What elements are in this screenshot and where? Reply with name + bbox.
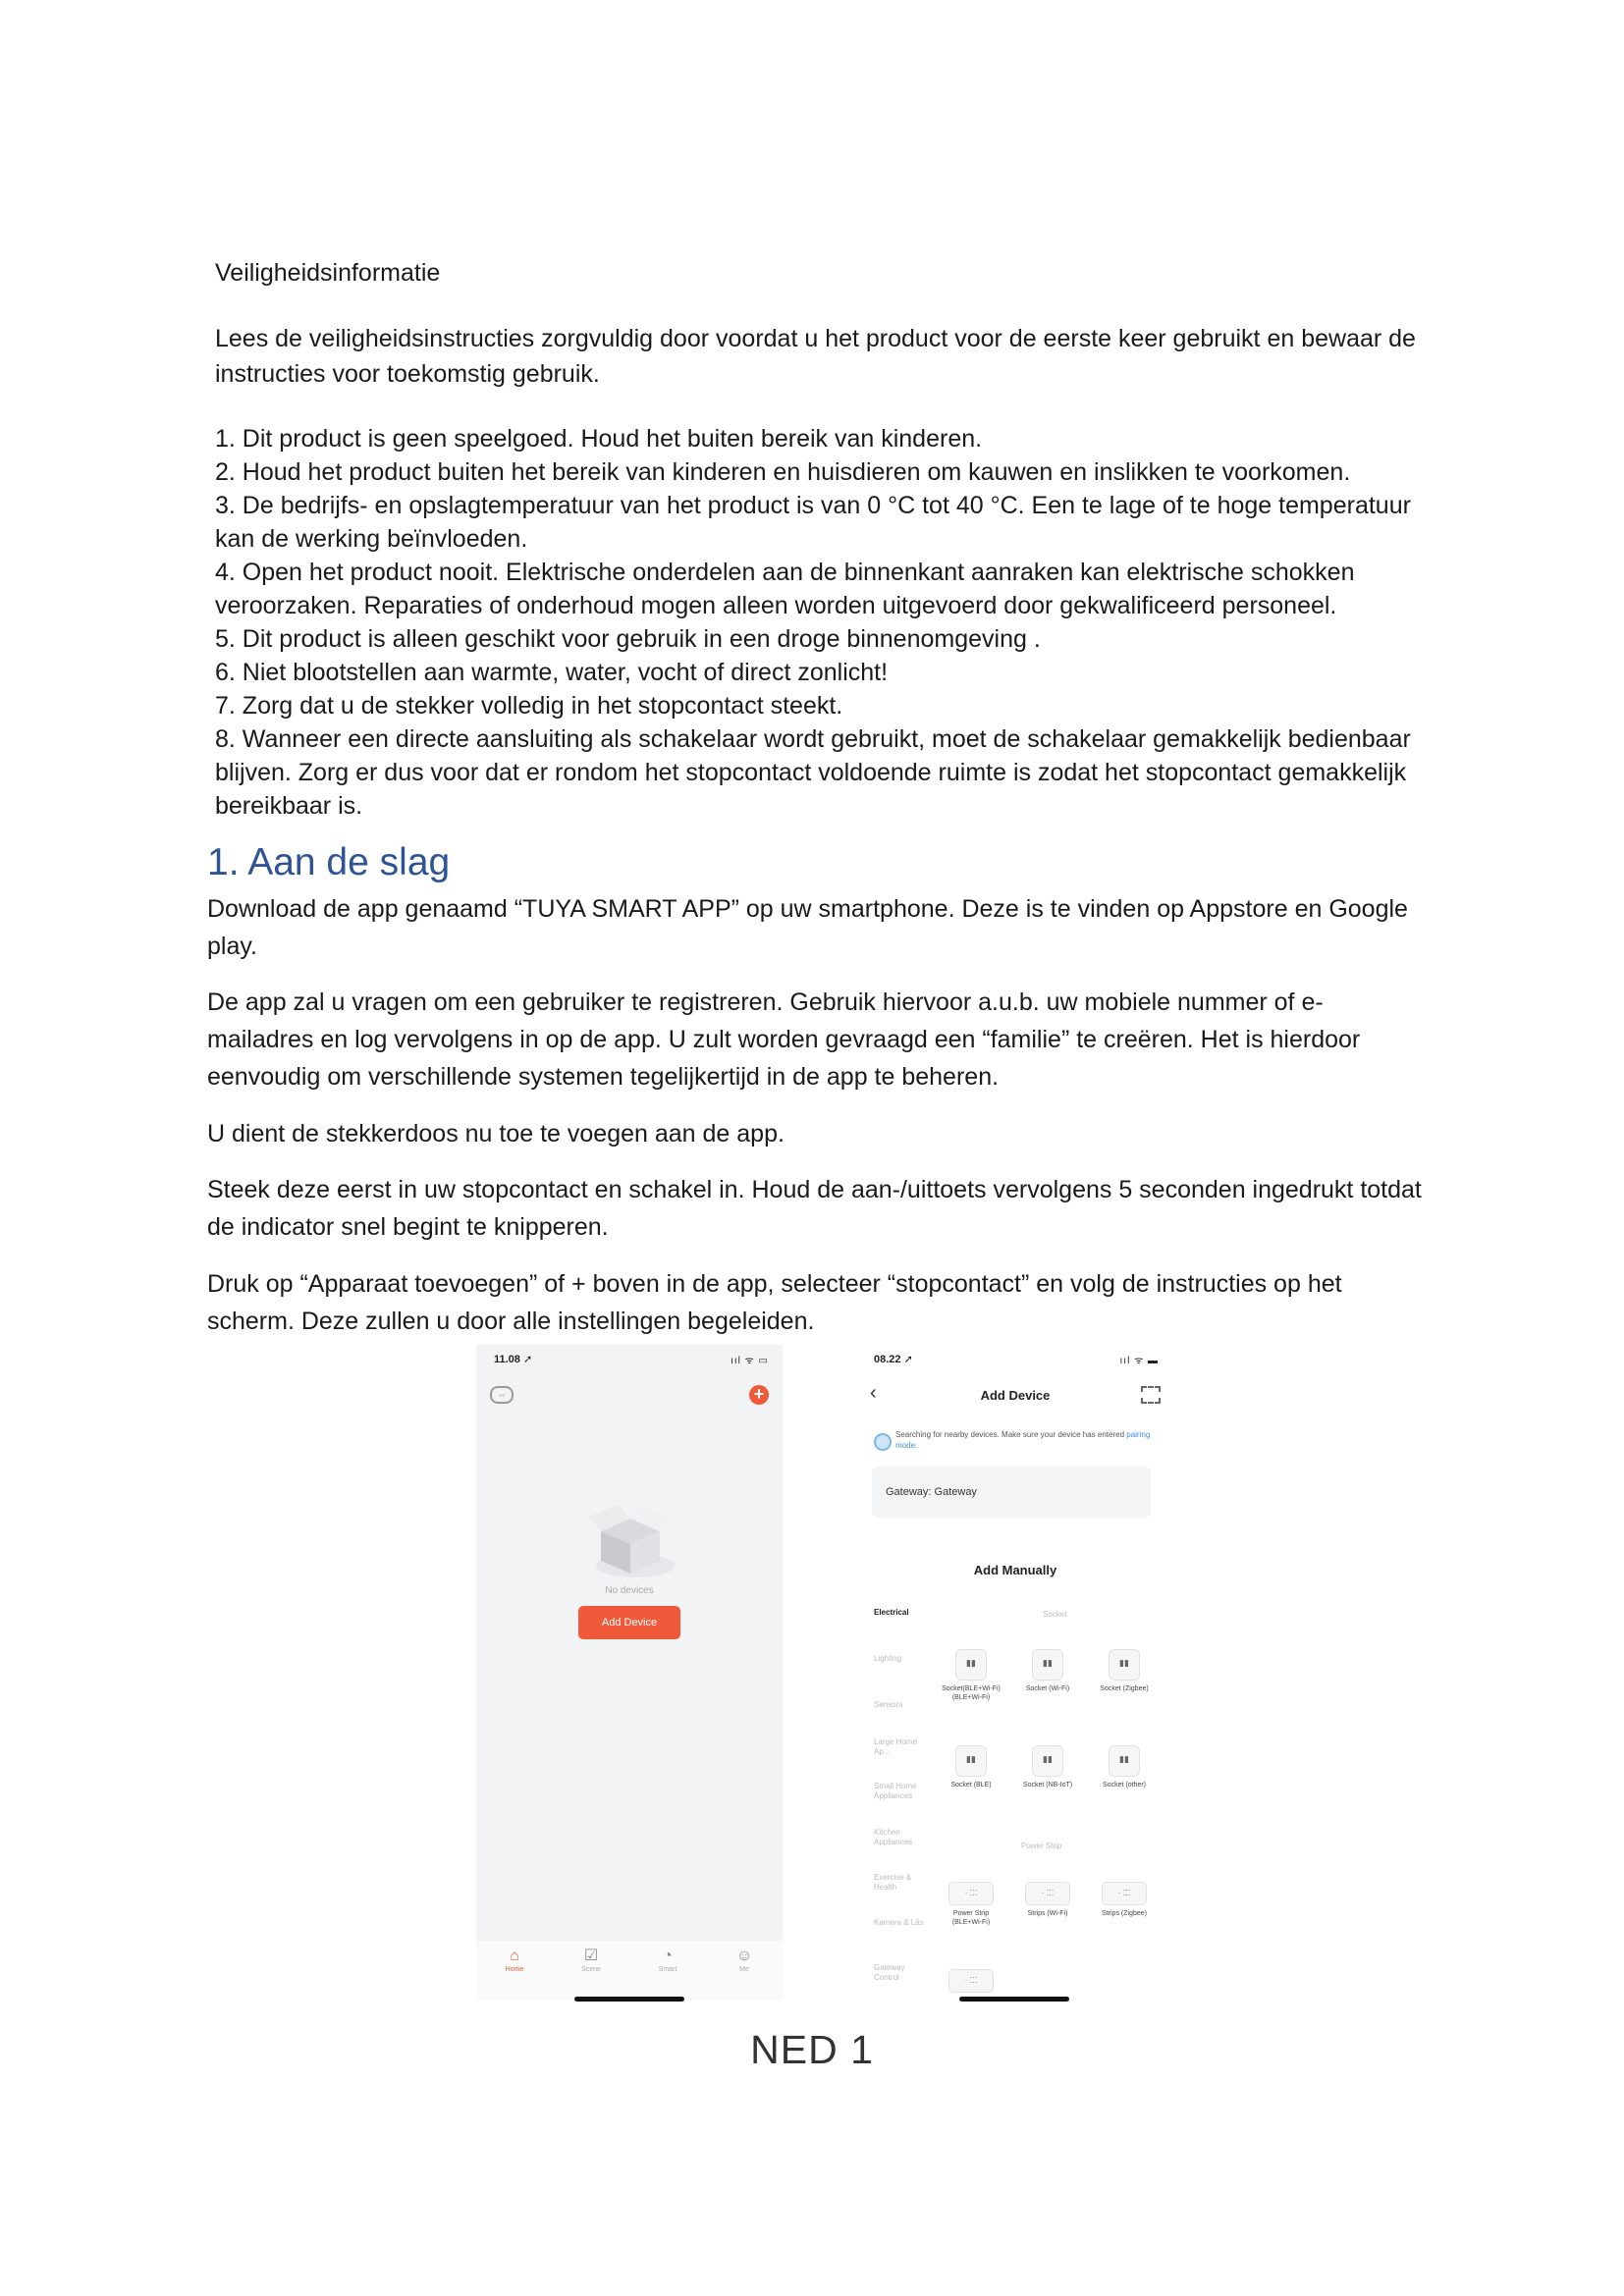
empty-box-icon	[581, 1487, 675, 1585]
device-label: Strips (Wi-Fi)	[1027, 1910, 1068, 1917]
device-strips-wifi[interactable]	[1018, 1882, 1077, 1918]
scene-icon: ☑	[583, 1948, 599, 1964]
tab-label: Scene	[581, 1966, 601, 1973]
category-electrical[interactable]: Electrical	[874, 1608, 909, 1617]
home-indicator	[574, 1997, 684, 2002]
add-plus-button[interactable]: +	[749, 1385, 769, 1405]
getting-started-heading: 1. Aan de slag	[207, 841, 451, 883]
searching-icon	[874, 1433, 892, 1451]
search-text: Searching for nearby devices. Make sure your device has entered	[895, 1430, 1127, 1439]
tab-bar	[476, 1941, 783, 2001]
device-label: Strips (Zigbee)	[1102, 1910, 1147, 1917]
search-status	[895, 1429, 1161, 1451]
category-sensors[interactable]: Sensors	[874, 1700, 903, 1709]
no-devices-label: No devices	[605, 1585, 654, 1596]
home-indicator	[959, 1997, 1069, 2002]
status-icons: ııl ᯤ ▬	[1119, 1356, 1159, 1366]
tab-scene[interactable]	[553, 1947, 629, 1973]
family-icon[interactable]: ◦◦	[490, 1386, 514, 1404]
tab-me[interactable]	[706, 1947, 783, 1973]
socket-icon: ▮▮	[1032, 1745, 1063, 1777]
paragraph-instructions: Druk op “Apparaat toevoegen” of + boven in de app, selecteer “stopcontact” en volg de instructies op het scherm. Deze zullen u door alle instellingen begeleiden.	[207, 1270, 1342, 1335]
socket-icon: ▮▮	[1109, 1745, 1140, 1777]
device-socket-ble-wifi[interactable]	[942, 1649, 1001, 1702]
device-socket-ble[interactable]	[942, 1745, 1001, 1789]
socket-icon: ▮▮	[955, 1745, 987, 1777]
device-strips-zigbee[interactable]	[1095, 1882, 1154, 1918]
category-large-home-appliances[interactable]: Large Home Ap...	[874, 1737, 918, 1756]
tab-home[interactable]	[476, 1947, 553, 1973]
device-label: Socket (Wi-Fi)	[1025, 1685, 1070, 1692]
category-small-home-appliances[interactable]: Small Home Appliances	[874, 1782, 917, 1800]
power-strip-icon: · ⁚⁚⁚	[1102, 1882, 1147, 1905]
gateway-row[interactable]: Gateway: Gateway	[872, 1467, 1151, 1518]
power-strip-icon: · ⁚⁚⁚	[948, 1969, 994, 1993]
device-label: Socket (Zigbee)	[1100, 1685, 1149, 1692]
smart-icon: ◔	[663, 1948, 673, 1964]
safety-item: 5. Dit product is alleen geschikt voor gebruik in een droge binnenomgeving .	[215, 625, 1041, 653]
device-power-strip-ble-wifi[interactable]	[942, 1882, 1001, 1927]
safety-item: 2. Houd het product buiten het bereik van kinderen en huisdieren om kauwen en inslikken te voorkomen.	[215, 458, 1351, 486]
back-arrow-icon[interactable]: ‹	[870, 1382, 877, 1404]
status-time: 08.22 ➚	[874, 1354, 913, 1365]
page-number: NED 1	[750, 2027, 874, 2072]
add-manually-heading: Add Manually	[973, 1563, 1057, 1577]
scan-icon[interactable]	[1141, 1386, 1161, 1404]
screen-title: Add Device	[980, 1388, 1051, 1403]
tab-smart[interactable]	[629, 1947, 706, 1973]
profile-icon: ☺	[735, 1948, 753, 1964]
category-gateway-control[interactable]: Gateway Control	[874, 1963, 905, 1982]
safety-item: 8. Wanneer een directe aansluiting als schakelaar wordt gebruikt, moet de schakelaar gemakkelijk bedienbaar blijven. Zorg er dus voor dat er rondom het stopcontact voldoende ruimte is zodat het stopcontact gemakkelijk bereikbaar is.	[215, 725, 1411, 820]
status-time: 11.08 ➚	[494, 1354, 533, 1365]
device-socket-nb-iot[interactable]	[1018, 1745, 1077, 1789]
device-label: Socket (BLE)	[950, 1782, 992, 1789]
paragraph-download: Download de app genaamd “TUYA SMART APP” op uw smartphone. Deze is te vinden op Appstore en Google play.	[207, 895, 1408, 960]
phone-screenshot-add-device	[860, 1345, 1170, 2001]
safety-item: 7. Zorg dat u de stekker volledig in het stopcontact steekt.	[215, 692, 843, 720]
socket-subheading: Socket	[1043, 1610, 1067, 1619]
tab-label: Home	[505, 1966, 524, 1973]
device-socket-zigbee[interactable]	[1095, 1649, 1154, 1693]
tab-label: Me	[739, 1966, 749, 1973]
paragraph-register: De app zal u vragen om een gebruiker te registreren. Gebruik hiervoor a.u.b. uw mobiele nummer of e-mailadres en log vervolgens in op de app. U zult worden gevraagd een “familie” te creëren. Het is hierdoor eenvoudig om verschillende systemen tegelijkertijd in de app te beheren.	[207, 988, 1361, 1091]
safety-item: 1. Dit product is geen speelgoed. Houd het buiten bereik van kinderen.	[215, 425, 983, 453]
paragraph-pairing: Steek deze eerst in uw stopcontact en schakel in. Houd de aan-/uittoets vervolgens 5 seconden ingedrukt totdat de indicator snel begint te knipperen.	[207, 1176, 1422, 1241]
device-label: Socket (other)	[1103, 1782, 1146, 1789]
status-icons: ııl ᯤ ▭	[731, 1356, 769, 1366]
power-strip-icon: · ⁚⁚⁚	[948, 1882, 994, 1905]
device-label: Socket (NB-IoT)	[1022, 1782, 1073, 1789]
safety-title: Veiligheidsinformatie	[215, 259, 441, 287]
power-strip-subheading: Power Strip	[1021, 1842, 1062, 1850]
tab-label: Smart	[658, 1966, 677, 1973]
category-lighting[interactable]: Lighting	[874, 1654, 902, 1663]
socket-icon: ▮▮	[1109, 1649, 1140, 1681]
category-exercise-health[interactable]: Exercise & Health	[874, 1873, 912, 1892]
home-icon: ⌂	[510, 1948, 519, 1964]
device-socket-wifi[interactable]	[1018, 1649, 1077, 1693]
device-socket-other[interactable]	[1095, 1745, 1154, 1789]
safety-list	[215, 422, 1433, 823]
device-label: Power Strip (BLE+Wi-Fi)	[951, 1910, 991, 1926]
paragraph-add-device: U dient de stekkerdoos nu toe te voegen aan de app.	[207, 1120, 785, 1148]
safety-intro: Lees de veiligheidsinstructies zorgvuldig door voordat u het product voor de eerste keer gebruikt en bewaar de instructies voor toekomstig gebruik.	[215, 325, 1416, 388]
safety-item: 6. Niet blootstellen aan warmte, water, vocht of direct zonlicht!	[215, 659, 889, 686]
add-device-button[interactable]: Add Device	[578, 1606, 680, 1639]
safety-item: 3. De bedrijfs- en opslagtemperatuur van het product is van 0 °C tot 40 °C. Een te lage of te hoge temperatuur kan de werking beïnvloeden.	[215, 492, 1411, 553]
device-gateway-strip[interactable]	[942, 1969, 1001, 1993]
pairing-mode-link[interactable]: pairing mode.	[895, 1430, 1151, 1450]
socket-icon: ▮▮	[955, 1649, 987, 1681]
device-label: Socket(BLE+Wi-Fi) (BLE+Wi-Fi)	[942, 1685, 1001, 1701]
category-camera-lock[interactable]: Kamera & Lås	[874, 1918, 924, 1927]
power-strip-icon: · ⁚⁚⁚	[1025, 1882, 1070, 1905]
socket-icon: ▮▮	[1032, 1649, 1063, 1681]
safety-item: 4. Open het product nooit. Elektrische onderdelen aan de binnenkant aanraken kan elektrische schokken veroorzaken. Reparaties of onderhoud mogen alleen worden uitgevoerd door gekwalificeerd personeel.	[215, 559, 1355, 619]
phone-screenshot-home	[476, 1345, 783, 2001]
category-kitchen-appliances[interactable]: Kitchen Appliances	[874, 1828, 913, 1846]
